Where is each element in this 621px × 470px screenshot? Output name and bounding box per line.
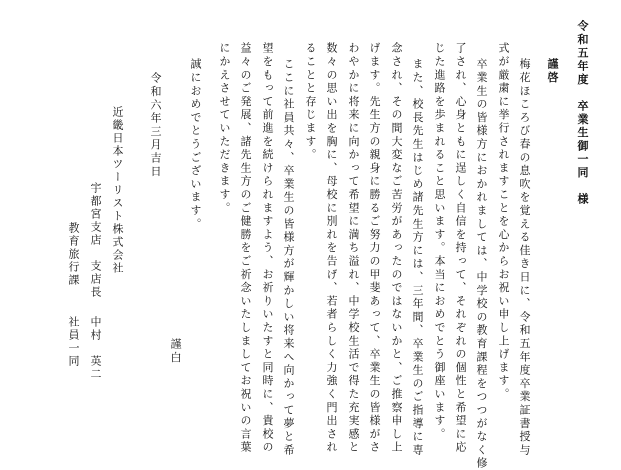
sender-department: 教育旅行課: [67, 222, 80, 287]
body-line-12: ここに社員共々、卒業生の皆様方が輝かしい将来へ向かって夢と希: [282, 58, 295, 457]
body-line-3: 卒業生の皆様方におかれましては、中学校の教育課程をつつがなく修: [475, 58, 488, 470]
closing-word: 謹白: [169, 338, 182, 365]
body-line-7: 念され、その間大変なご苦労があったのではないかと、ご推察申し上: [390, 42, 403, 455]
body-line-8: げます。先生方の親身に勝るご努力の甲斐あって、卒業生の皆様がさ: [368, 42, 381, 455]
body-line-13: 望をもって前進を続けられますよう、お祈りいたすと同時に、貴校の: [261, 42, 274, 455]
body-line-14: 益々のご発展、諸先生方のご健勝をご祈念いたしましてお祝いの言葉: [239, 42, 252, 455]
body-line-16: 誠におめでとうございます。: [189, 58, 202, 231]
body-line-10: 数々の思い出を胸に、母校に別れを告げ、若者らしく力強く門出され: [325, 42, 338, 455]
opening-greeting: 謹啓: [546, 58, 559, 85]
sender-department-person: 社員一同: [67, 316, 80, 368]
body-line-1: 梅花ほころび春の息吹を覚える佳き日に、令和五年度卒業証書授与: [518, 58, 531, 457]
body-line-5: じた進路を歩まれること思います。本当におめでとう御座います。: [433, 42, 446, 441]
recipient-line: 令和五年度 卒業生御一同 様: [576, 20, 589, 207]
sender-company: 近畿日本ツーリスト株式会社: [111, 106, 124, 275]
body-line-11: ることと存じます。: [304, 42, 317, 162]
body-line-4: 了され、心身ともに逞しく自信を持って、それぞれの個性と希望に応: [454, 42, 467, 455]
letter-date: 令和六年三月吉日: [149, 72, 162, 179]
body-line-2: 式が厳粛に挙行されますことを心からお祝い申し上げます。: [497, 42, 510, 402]
body-line-6: また、校長先生はじめ諸先生方には、三年間、卒業生のご指導に専: [411, 58, 424, 457]
body-line-15: にかえさせていただきます。: [218, 42, 231, 215]
sender-branch-person: 中村 英二: [89, 316, 102, 381]
body-line-9: わやかに将来に向かって希望に満ち溢れ、中学校生活で得た充実感と: [347, 42, 360, 455]
sender-branch: 宇都宮支店 支店長: [89, 182, 102, 299]
